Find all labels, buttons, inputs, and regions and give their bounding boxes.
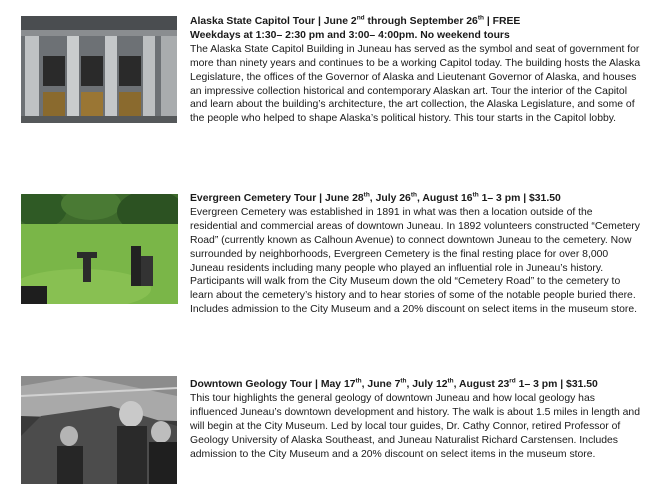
geology-title: Downtown Geology Tour | May 17th, June 7th, July 12th, August 23rd 1– 3 pm | $31.50 — [190, 377, 598, 390]
capitol-title: Alaska State Capitol Tour | June 2nd through September 26th | FREE — [190, 14, 521, 27]
cemetery-title: Evergreen Cemetery Tour | June 28th, July 26th, August 16th 1– 3 pm | $31.50 — [190, 191, 561, 204]
capitol-text — [190, 15, 642, 126]
geology-photo — [21, 376, 177, 484]
capitol-description: The Alaska State Capitol Building in Juneau has served as the symbol and seat of government for more than ninety years and continues to be a working Capitol today. The building hosts the Alaska Legislature, the offices of the Governor of Alaska and Lieutenant Governor of Alaska, and houses an impressive collection historical and contemporary Alaskan art. Tour the interior of the Capitol and learn about the building’s architecture, the art collection, the Alaska Legislature, and some of the people who helped to shape Alaska’s political history. This tour starts in the Capitol lobby. — [190, 43, 641, 125]
cemetery-photo — [21, 194, 178, 304]
capitol-schedule: Weekdays at 1:30– 2:30 pm and 3:00– 4:00pm. No weekend tours — [190, 29, 510, 41]
geology-description: This tour highlights the general geology of downtown Juneau and how local geology has influenced Juneau’s downtown development and history. The walk is about 1.5 miles in length and will begin at the City Museum. Led by local tour guides, Dr. Cathy Connor, retired Professor of Geology University of Alaska Southeast, and Juneau Naturalist Richard Carstensen. Includes admission to the City Museum and a 20% discount on select items in the museum store. — [190, 392, 640, 460]
cemetery-description: Evergreen Cemetery was established in 1891 in what was then a location outside of the residential and commercial areas of downtown Juneau. In 1892 volunteers constructed “Cemetery Road” (currently known as Calhoun Avenue) to connect downtown Juneau to the cemetery. Now surrounded by neighborhoods, Evergreen Cemetery is the final resting place for over 8,000 Juneau residents including many people who played an influential role in Juneau’s history. Participants will walk from the City Museum down the old “Cemetery Road” to the cemetery to learn about the cemetery’s history and to hear stories of some of the notable people buried there. Includes admission to the City Museum and a 20% discount on select items in the museum store. — [190, 206, 640, 316]
geology-text — [190, 378, 642, 461]
capitol-photo — [21, 16, 177, 123]
cemetery-text — [190, 192, 642, 317]
